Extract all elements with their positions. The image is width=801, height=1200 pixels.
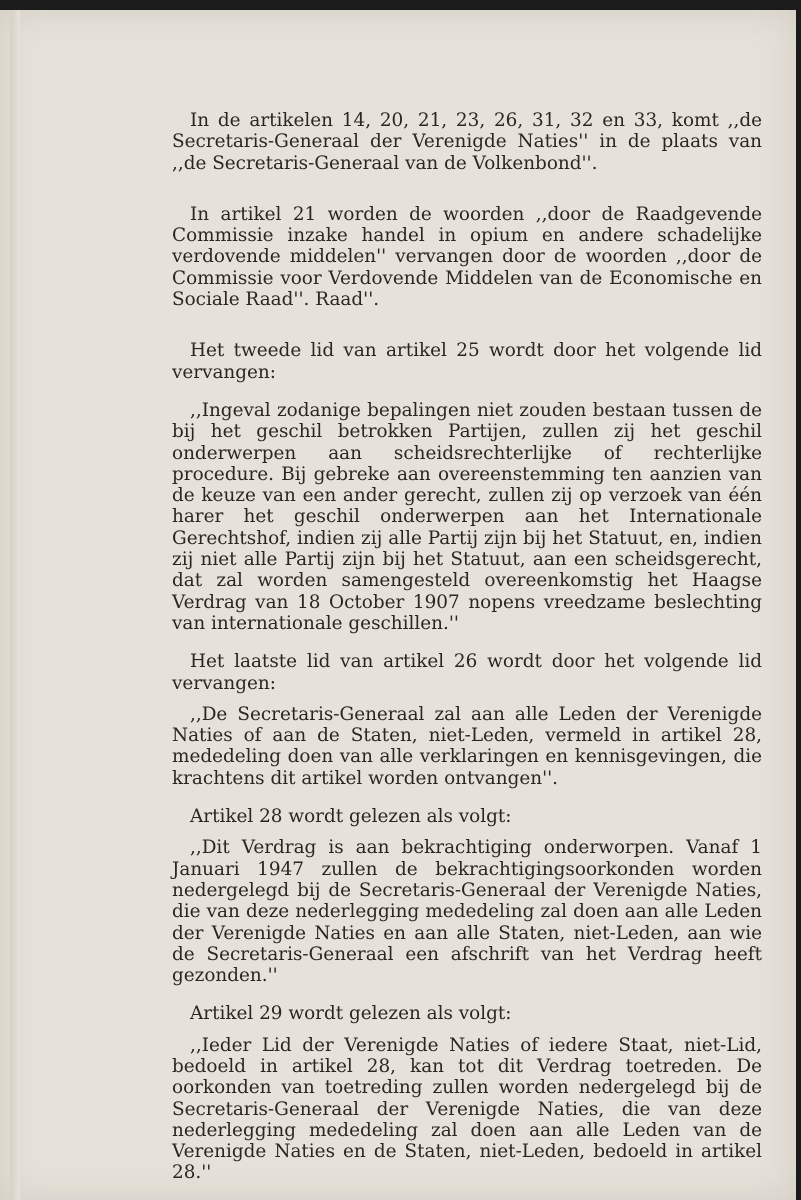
paragraph-article-26-intro: Het laatste lid van artikel 26 wordt door het volgende lid vervangen: — [172, 651, 762, 694]
quote-article-26: ,,De Secretaris-Generaal zal aan alle Leden der Verenigde Naties of aan de Staten, niet-Leden, vermeld in artikel 28, mededeling doen van alle verklaringen en kennisgevingen, die krachtens dit artikel worden ontvangen''. — [172, 703, 762, 789]
quote-article-25: ,,Ingeval zodanige bepalingen niet zouden bestaan tussen de bij het geschil betrokken Partijen, zullen zij het geschil onderwerpen aan scheidsrechterlijke of rechterlijke procedure. Bij gebreke aan overeenstemming ten aanzien van de keuze van een ander gerecht, zullen zij op verzoek van één harer het geschil onderwerpen aan het Internationale Gerechtshof, indien zij alle Partij zijn bij het Statuut, en, indien zij niet alle Partij zijn bij het Statuut, aan een scheidsgerecht, dat zal worden samengesteld overeenkomstig het Haagse Verdrag van 18 October 1907 nopens vreedzame beslechting van internationale geschillen.'' — [172, 399, 762, 634]
quote-article-28: ,,Dit Verdrag is aan bekrachtiging onderworpen. Vanaf 1 Januari 1947 zullen de bekrachtigingsoorkonden worden nedergelegd bij de Secretaris-Generaal der Verenigde Naties, die van deze nederlegging mededeling zal doen aan alle Leden der Verenigde Naties en aan alle Staten, niet-Leden, aan wie de Secretaris-Generaal een afschrift van het Verdrag heeft gezonden.'' — [172, 837, 762, 987]
paragraph-article-25-intro: Het tweede lid van artikel 25 wordt door het volgende lid vervangen: — [172, 340, 762, 383]
paragraph-article-28-intro: Artikel 28 wordt gelezen als volgt: — [190, 806, 512, 828]
page-edge-shadow — [10, 10, 20, 1200]
paragraph-article-29-intro: Artikel 29 wordt gelezen als volgt: — [190, 1003, 512, 1025]
quote-article-29: ,,Ieder Lid der Verenigde Naties of iedere Staat, niet-Lid, bedoeld in artikel 28, kan tot dit Verdrag toetreden. De oorkonden van toetreding zullen worden nedergelegd bij de Secretaris-Generaal der Verenigde Naties, die van deze nederlegging mededeling zal doen aan alle Leden van de Verenigde Naties en de Staten, niet-Leden, bedoeld in artikel 28.'' — [172, 1034, 762, 1184]
paragraph-articles-list: In de artikelen 14, 20, 21, 23, 26, 31, 32 en 33, komt ,,de Secretaris-Generaal der Verenigde Naties'' in de plaats van ,,de Secretaris-Generaal van de Volkenbond''. — [172, 110, 762, 174]
scanned-page — [0, 10, 796, 1200]
paragraph-article-21: In artikel 21 worden de woorden ,,door de Raadgevende Commissie inzake handel in opium en andere schadelijke verdovende middelen'' vervangen door de woorden ,,door de Commissie voor Verdovende Middelen van de Economische en Sociale Raad''. Raad''. — [172, 203, 762, 311]
document-body — [172, 110, 762, 1184]
